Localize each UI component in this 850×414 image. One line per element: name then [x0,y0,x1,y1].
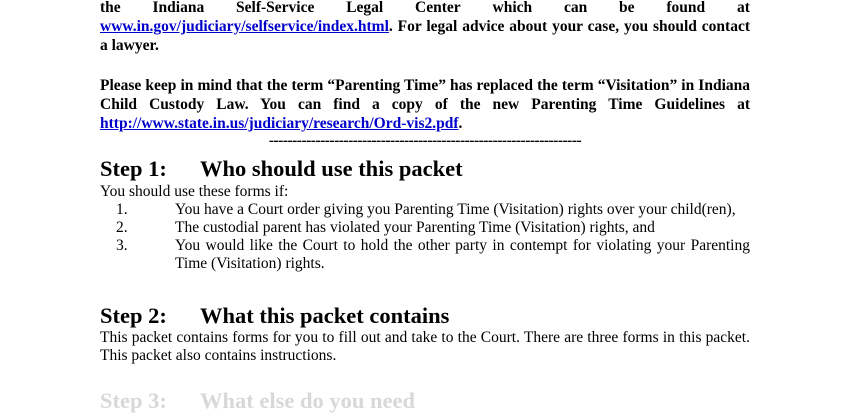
parenting-time-note: Please keep in mind that the term “Parenting Time” has replaced the term “Visitation” in Indiana Child Custody Law. You can find a copy of the new Parenting Time Guidelines at http://www.state.in.us/judiciary/research/Ord-vis2.pdf. [100,77,750,132]
step3-number: Step 3: [100,388,167,413]
step3-heading-faded [100,388,750,414]
step1-lead: You should use these forms if: [100,183,289,200]
intro-paragraph: the Indiana Self-Service Legal Center which can be found at www.in.gov/judiciary/selfservice/index.html. For legal advice about your case, you should contact a lawyer. [100,0,750,54]
step2-heading [100,303,750,329]
document-page [100,0,750,414]
intro-line-1: the Indiana Self-Service Legal Center which can be found at [100,0,750,16]
step2-body: This packet contains forms for you to fill out and take to the Court. There are three forms in this packet. This packet also contains instructions. [100,329,750,364]
dashed-divider: ------------------------------------------------------------------- [268,133,582,148]
step1-heading [100,156,750,182]
guidelines-link[interactable]: http://www.state.in.us/judiciary/research/Ord-vis2.pdf [100,115,459,132]
self-service-link[interactable]: www.in.gov/judiciary/selfservice/index.html [100,18,389,35]
list-item: 2. The custodial parent has violated your Parenting Time (Visitation) rights, and [116,219,655,236]
step1-title: Who should use this packet [200,156,463,181]
step1-list [100,201,750,273]
step2-title: What this packet contains [200,303,450,328]
list-item: 3. You would like the Court to hold the other party in contempt for violating your Parenting Time (Visitation) rights. [116,237,750,272]
step3-title: What else do you need [200,388,416,413]
step1-number: Step 1: [100,156,167,181]
list-item: 1. You have a Court order giving you Parenting Time (Visitation) rights over your child(ren), [116,201,736,218]
step2-number: Step 2: [100,303,167,328]
